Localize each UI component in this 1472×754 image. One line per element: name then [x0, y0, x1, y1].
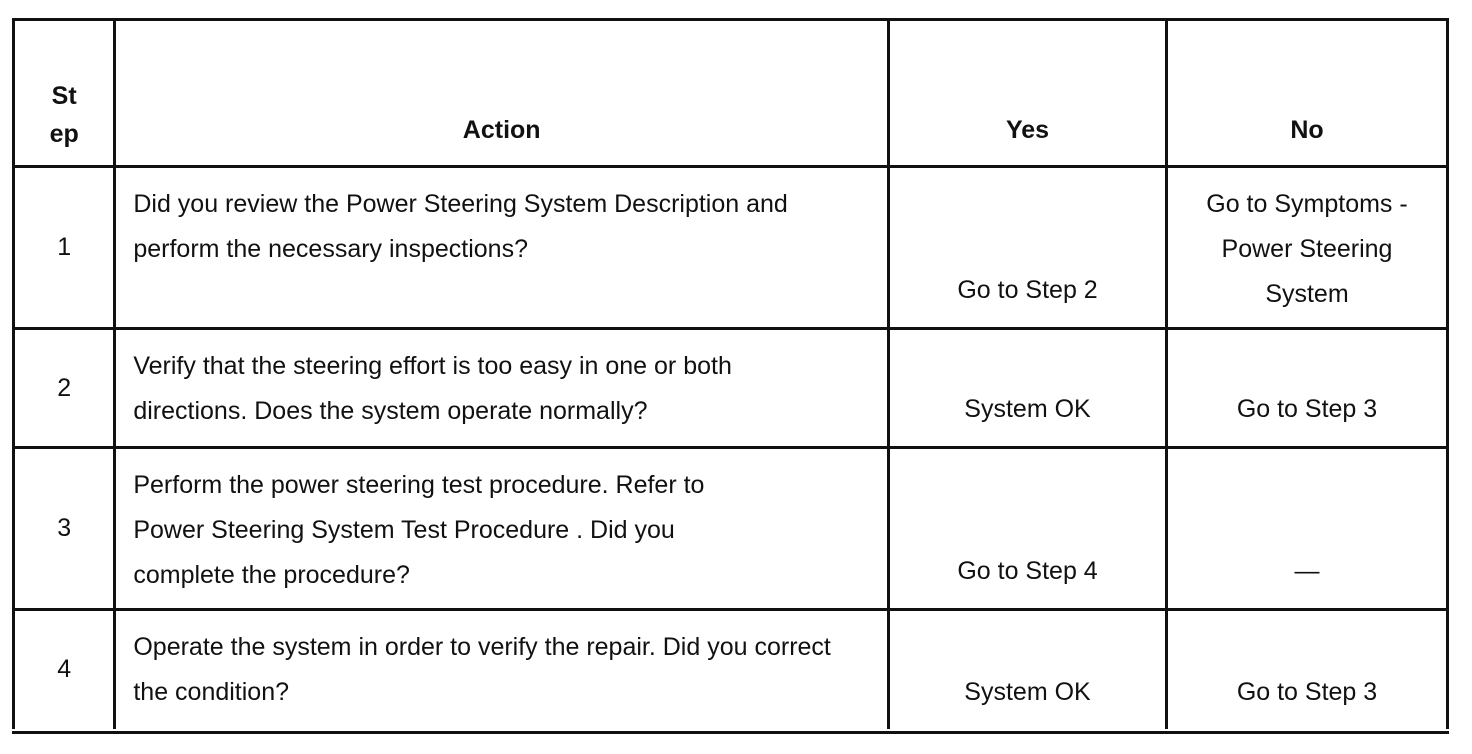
no-result: Go to Symptoms - Power Steering System [1167, 167, 1448, 329]
step-header-line2: ep [49, 120, 79, 148]
yes-result: System OK [889, 610, 1167, 729]
no-result: Go to Step 3 [1167, 610, 1448, 729]
step-number: 2 [14, 329, 115, 448]
step-header [14, 20, 115, 167]
action-text: Did you review the Power Steering System Description and perform the necessary inspections? [115, 167, 889, 329]
yes-result: Go to Step 4 [889, 448, 1167, 610]
table-row [14, 610, 1448, 729]
yes-header: Yes [889, 20, 1167, 167]
table-bottom-border [12, 731, 1449, 734]
action-text: Verify that the steering effort is too easy in one or both directions. Does the system operate normally? [115, 329, 889, 448]
table-row [14, 329, 1448, 448]
action-text: Operate the system in order to verify the repair. Did you correct the condition? [115, 610, 889, 729]
no-header: No [1167, 20, 1448, 167]
step-number: 3 [14, 448, 115, 610]
table-row [14, 167, 1448, 329]
step-number: 1 [14, 167, 115, 329]
step-number: 4 [14, 610, 115, 729]
action-header: Action [115, 20, 889, 167]
step-header-line1: St [51, 82, 77, 110]
yes-result: System OK [889, 329, 1167, 448]
table-row [14, 448, 1448, 610]
yes-result: Go to Step 2 [889, 167, 1167, 329]
diagnostic-table [12, 18, 1449, 729]
no-result: — [1167, 448, 1448, 610]
action-text: Perform the power steering test procedure. Refer to Power Steering System Test Procedure . Did you complete the procedure? [115, 448, 889, 610]
table-header-row [14, 20, 1448, 167]
no-result: Go to Step 3 [1167, 329, 1448, 448]
